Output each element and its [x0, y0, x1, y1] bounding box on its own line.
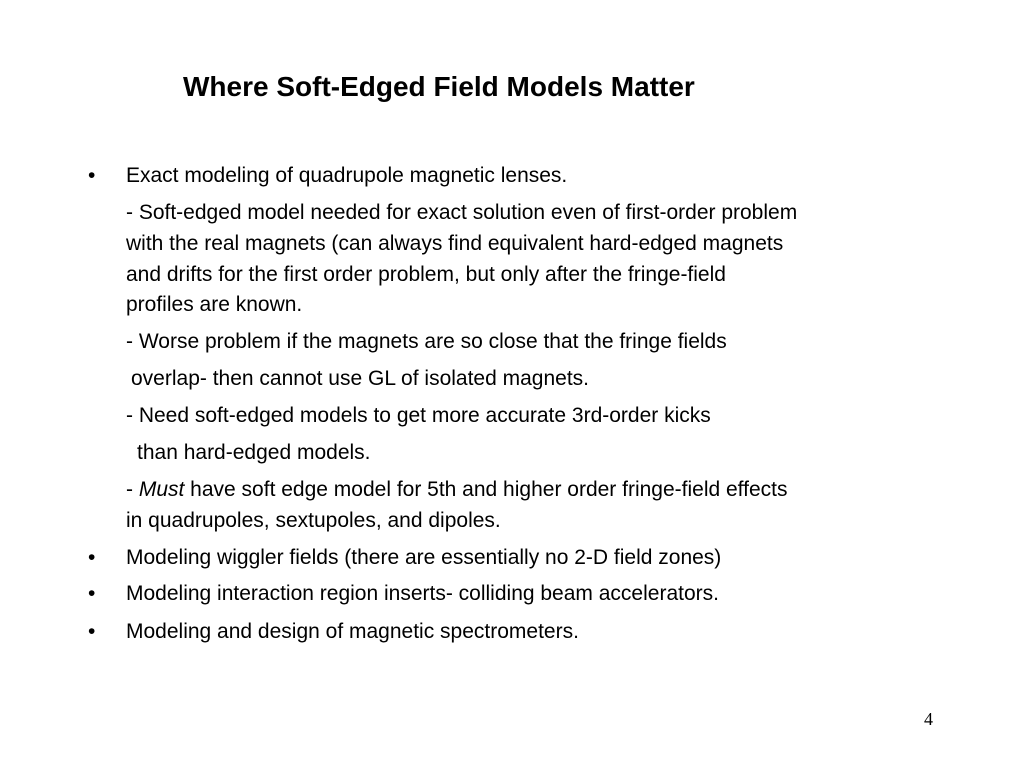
sub-paragraph-line: in quadrupoles, sextupoles, and dipoles.	[126, 509, 501, 532]
sub-paragraph-line: and drifts for the first order problem, but only after the fringe-field	[126, 263, 726, 286]
bullet-text: Modeling interaction region inserts- colliding beam accelerators.	[126, 582, 719, 605]
bullet-text: Modeling wiggler fields (there are essentially no 2-D field zones)	[126, 546, 722, 569]
bullet-marker: •	[88, 546, 96, 569]
emphasis-text: Must	[138, 478, 185, 501]
sub-paragraph-line: - Soft-edged model needed for exact solution even of first-order problem	[126, 201, 798, 224]
page-number: 4	[924, 709, 933, 729]
sub-paragraph-prefix: -	[126, 478, 139, 501]
bullet-text: Modeling and design of magnetic spectrometers.	[126, 620, 579, 643]
sub-paragraph-line	[126, 477, 788, 503]
bullet-text: Exact modeling of quadrupole magnetic lenses.	[126, 164, 568, 187]
sub-paragraph-line: overlap- then cannot use GL of isolated magnets.	[131, 367, 590, 390]
sub-paragraph-line: profiles are known.	[126, 293, 303, 316]
sub-paragraph-line: - Need soft-edged models to get more accurate 3rd-order kicks	[126, 404, 711, 427]
bullet-marker: •	[88, 582, 96, 605]
bullet-marker: •	[88, 164, 96, 187]
slide-title: Where Soft-Edged Field Models Matter	[183, 71, 695, 102]
sub-paragraph-rest: have soft edge model for 5th and higher order fringe-field effects	[184, 478, 788, 501]
bullet-marker: •	[88, 620, 96, 643]
sub-paragraph-line: with the real magnets (can always find equivalent hard-edged magnets	[126, 232, 784, 255]
sub-paragraph-line: - Worse problem if the magnets are so close that the fringe fields	[126, 330, 727, 353]
sub-paragraph-line: than hard-edged models.	[137, 441, 371, 464]
